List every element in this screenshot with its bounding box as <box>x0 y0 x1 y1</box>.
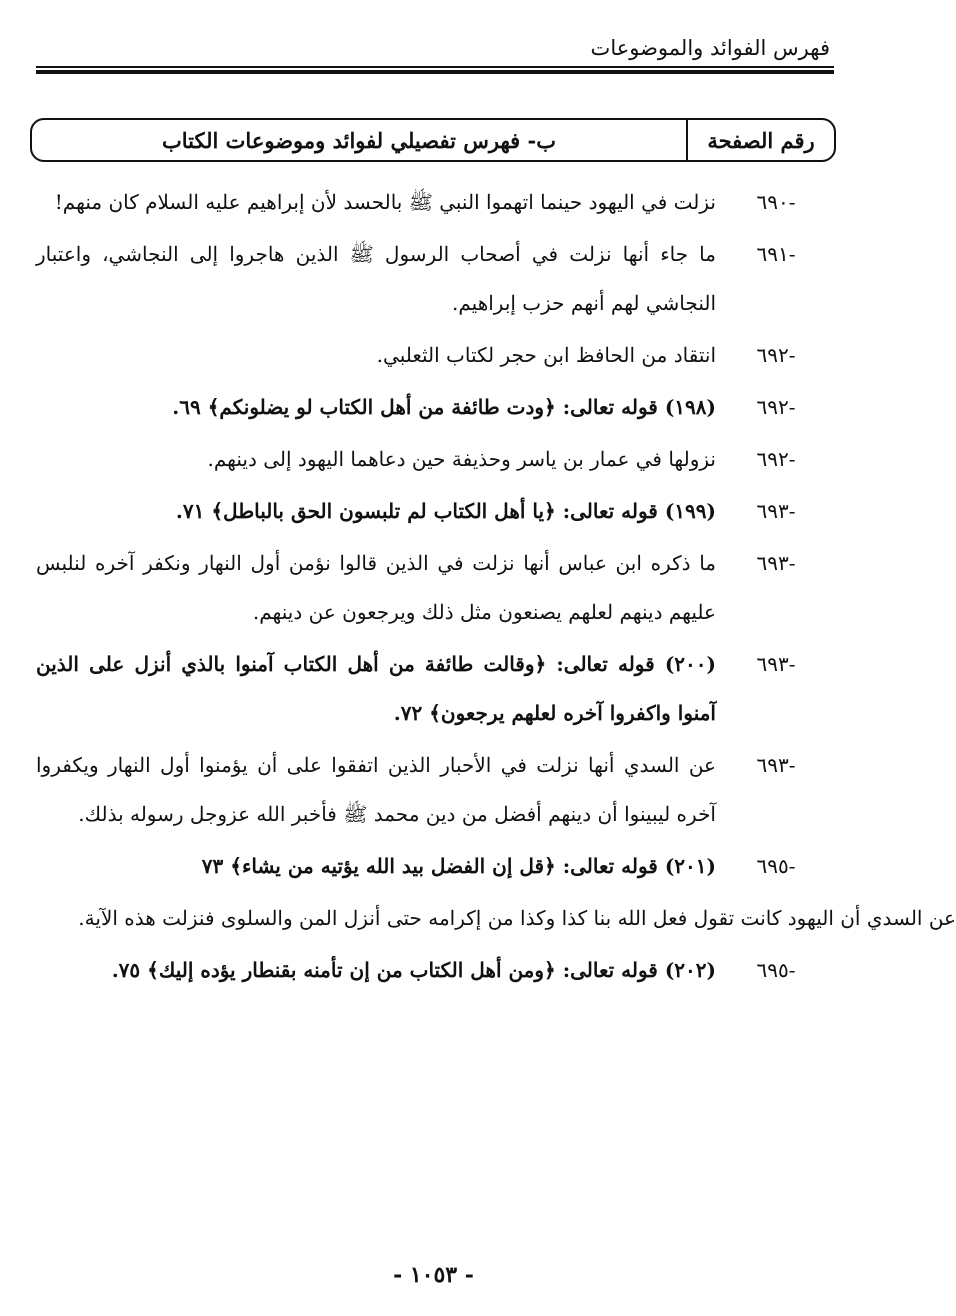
index-entry <box>30 178 836 227</box>
index-entry <box>30 741 836 839</box>
index-table-header <box>30 118 836 162</box>
entry-page-number: -٦٩٥ <box>756 854 796 878</box>
entry-page-number: -٦٩٣ <box>756 499 796 523</box>
index-entry <box>30 487 836 536</box>
entry-page-number: -٦٩٢ <box>756 343 796 367</box>
entry-text: (٢٠١) قوله تعالى: ﴿قل إن الفضل بيد الله يؤتيه من يشاء﴾ ٧٣ <box>201 854 716 878</box>
entry-page-number: -٦٩٥ <box>756 958 796 982</box>
index-entry <box>30 539 836 637</box>
index-title-column-header: ب- فهرس تفصيلي لفوائد وموضوعات الكتاب <box>162 127 556 153</box>
entry-text: (٢٠٢) قوله تعالى: ﴿ومن أهل الكتاب من إن تأمنه بقنطار يؤده إليك﴾ ٧٥. <box>111 958 716 982</box>
entry-page-number: -٦٩٢ <box>756 447 796 471</box>
entry-text: (٢٠٠) قوله تعالى: ﴿وقالت طائفة من أهل الكتاب آمنوا بالذي أنزل على الذين آمنوا واكفروا آخره لعلهم يرجعون﴾ ٧٢. <box>36 652 716 725</box>
entry-page-number: -٦٩٣ <box>756 652 796 676</box>
page-number-column-header: رقم الصفحة <box>686 120 834 160</box>
entry-text: نزولها في عمار بن ياسر وحذيفة حين دعاهما اليهود إلى دينهم. <box>207 447 716 471</box>
entry-page-number: -٦٩٠ <box>756 190 796 214</box>
entry-page-number: -٦٩٣ <box>756 753 796 777</box>
entry-text: عن السدي أن اليهود كانت تقول فعل الله بنا كذا وكذا من إكرامه حتى أنزل المن والسلوى فنزلت هذه الآية. <box>78 906 956 930</box>
entry-text: عن السدي أنها نزلت في الأحبار الذين اتفقوا على أن يؤمنوا أول النهار ويكفروا آخره ليبينوا أن دينهم أفضل من دين محمد ﷺ فأخبر الله عزوجل رسوله بذلك. <box>36 753 716 826</box>
index-entry <box>30 894 956 943</box>
index-entries <box>30 178 956 998</box>
header-rule-thick <box>36 70 834 74</box>
index-entry <box>30 383 836 432</box>
entry-text: ما ذكره ابن عباس أنها نزلت في الذين قالوا نؤمن أول النهار ونكفر آخره لنلبس عليهم دينهم لعلهم يصنعون مثل ذلك ويرجعون عن دينهم. <box>36 551 716 624</box>
entry-text: (١٩٨) قوله تعالى: ﴿ودت طائفة من أهل الكتاب لو يضلونكم﴾ ٦٩. <box>172 395 716 419</box>
index-entry <box>30 331 836 380</box>
entry-text: نزلت في اليهود حينما اتهموا النبي ﷺ بالحسد لأن إبراهيم عليه السلام كان منهم! <box>54 190 716 214</box>
index-entry <box>30 230 836 328</box>
page-folio: - ١٠٥٣ - <box>393 1262 474 1288</box>
entry-page-number: -٦٩١ <box>756 242 796 266</box>
entry-text: ما جاء أنها نزلت في أصحاب الرسول ﷺ الذين هاجروا إلى النجاشي، واعتبار النجاشي لهم أنهم حزب إبراهيم. <box>36 242 716 315</box>
index-entry <box>30 640 836 738</box>
entry-page-number: -٦٩٢ <box>756 395 796 419</box>
entry-page-number: -٦٩٣ <box>756 551 796 575</box>
index-entry <box>30 946 836 995</box>
entry-text: انتقاد من الحافظ ابن حجر لكتاب الثعلبي. <box>376 343 716 367</box>
running-head: فهرس الفوائد والموضوعات <box>590 36 830 60</box>
entry-text: (١٩٩) قوله تعالى: ﴿يا أهل الكتاب لم تلبسون الحق بالباطل﴾ ٧١. <box>175 499 716 523</box>
index-entry <box>30 435 836 484</box>
header-rule-thin <box>36 66 834 68</box>
index-entry <box>30 842 836 891</box>
